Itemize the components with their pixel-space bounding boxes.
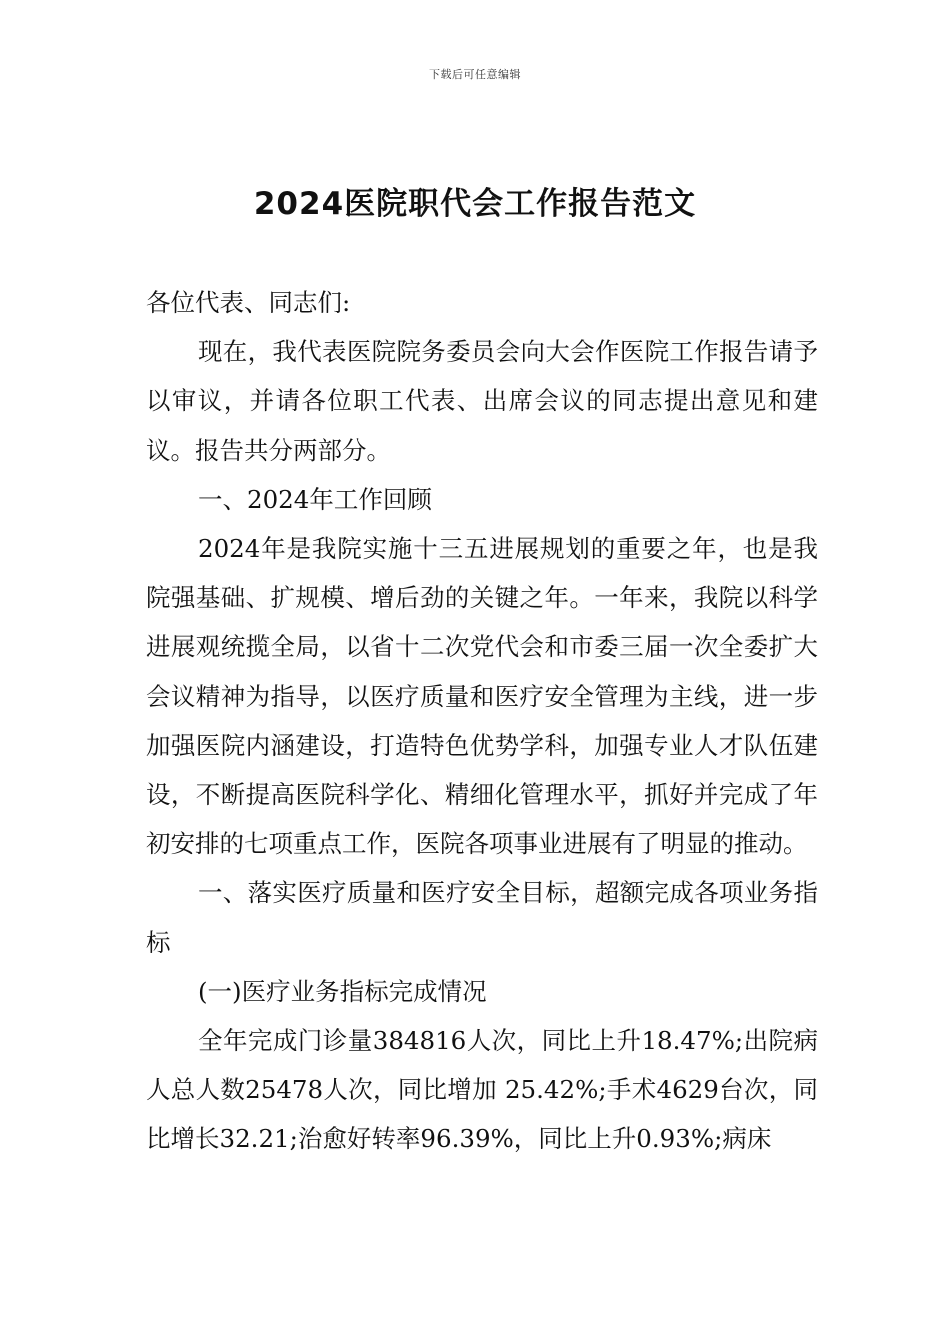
indicators-paragraph: 全年完成门诊量384816人次，同比上升18.47%;出院病人总人数25478人次，同比增加 25.42%;手术4629台次，同比增长32.21;治愈好转率96.39%，同比上升0.93%;病床 xyxy=(146,1026,818,1154)
subsection-heading-quality: 一、落实医疗质量和医疗安全目标，超额完成各项业务指标 xyxy=(146,878,818,957)
document-body xyxy=(146,278,818,1164)
document-title: 2024医院职代会工作报告范文 xyxy=(253,186,697,222)
salutation-paragraph: 各位代表、同志们: xyxy=(146,288,351,317)
subsection-heading-indicators: (一)医疗业务指标完成情况 xyxy=(198,976,487,1006)
page-header-note: 下载后可任意编辑 xyxy=(429,68,521,81)
section-heading-review: 一、2024年工作回顾 xyxy=(198,484,432,514)
review-paragraph: 2024年是我院实施十三五进展规划的重要之年，也是我院强基础、扩规模、增后劲的关键之年。一年来，我院以科学进展观统揽全局，以省十二次党代会和市委三届一次全委扩大会议精神为指导，以医疗质量和医疗安全管理为主线，进一步加强医院内涵建设，打造特色优势学科，加强专业人才队伍建设，不断提高医院科学化、精细化管理水平，抓好并完成了年初安排的七项重点工作，医院各项事业进展有了明显的推动。 xyxy=(146,534,818,859)
intro-paragraph: 现在，我代表医院院务委员会向大会作医院工作报告请予以审议，并请各位职工代表、出席会议的同志提出意见和建议。报告共分两部分。 xyxy=(146,337,818,465)
